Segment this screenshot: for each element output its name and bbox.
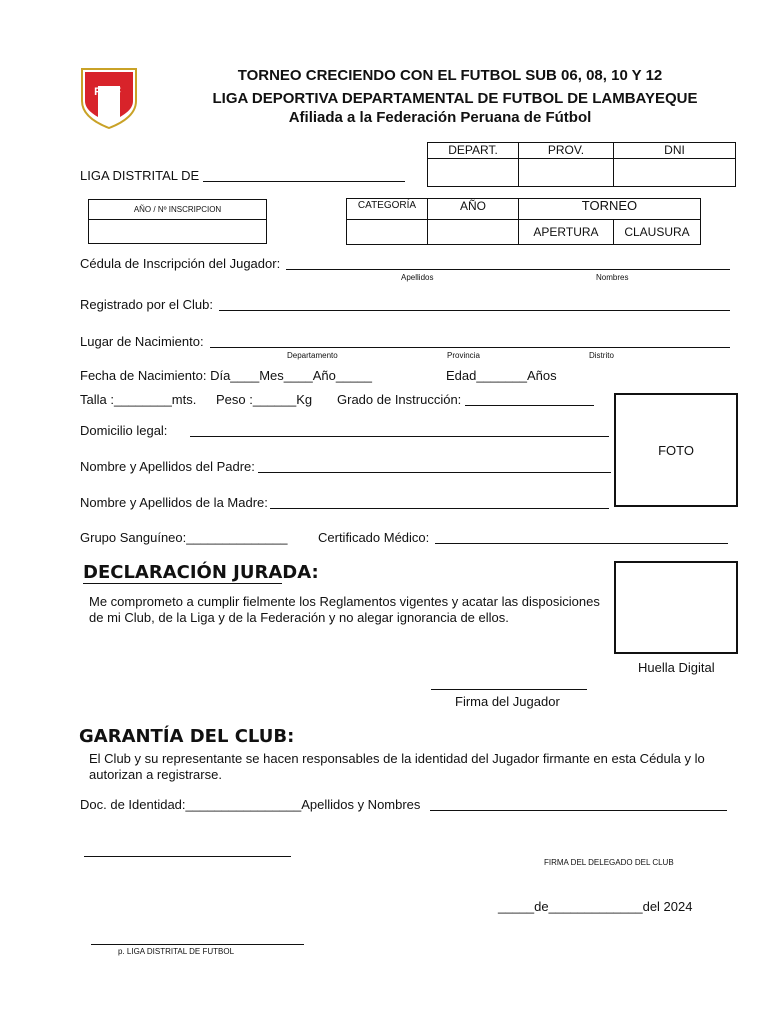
apertura-option[interactable]: APERTURA [518, 219, 614, 245]
categoria-label: CATEGORÍA [357, 200, 417, 211]
club-field[interactable] [219, 310, 730, 311]
dni-field[interactable] [613, 158, 736, 187]
departamento-caption: Departamento [287, 351, 338, 360]
inscripcion-header [88, 199, 267, 220]
fecha-final-field[interactable]: _____de_____________del 2024 [498, 899, 693, 914]
declaracion-heading: DECLARACIÓN JURADA: [83, 562, 319, 583]
garantia-heading: GARANTÍA DEL CLUB: [79, 726, 295, 747]
clausura-option[interactable]: CLAUSURA [613, 219, 701, 245]
certificado-field[interactable] [435, 543, 728, 544]
grado-field[interactable] [465, 405, 594, 406]
club-label: Registrado por el Club: [80, 297, 213, 312]
foto-box[interactable] [614, 393, 738, 507]
depart-header: DEPART. [427, 142, 519, 159]
anio-header [427, 198, 519, 220]
huella-box[interactable] [614, 561, 738, 654]
inscripcion-field[interactable] [88, 219, 267, 244]
header-line2: LIGA DEPORTIVA DEPARTAMENTAL DE FUTBOL DE LAMBAYEQUE [212, 90, 698, 107]
torneo-header: TORNEO [518, 198, 701, 220]
inscripcion-label: AÑO / Nº INSCRIPCION [133, 205, 222, 214]
madre-field[interactable] [270, 508, 609, 509]
categoria-field[interactable] [346, 219, 428, 245]
prov-header: PROV. [518, 142, 614, 159]
apellidos-nombres-field[interactable] [430, 810, 727, 811]
dni-header: DNI [613, 142, 736, 159]
logo-text: FPF [94, 86, 124, 98]
firma-jugador-line[interactable] [431, 689, 587, 690]
lugar-label: Lugar de Nacimiento: [80, 334, 204, 349]
header-line3: Afiliada a la Federación Peruana de Fútbol [288, 109, 592, 126]
peso-field[interactable]: Peso :______Kg [216, 392, 313, 407]
fpf-logo [80, 67, 138, 129]
firma-delegado-line[interactable] [84, 856, 291, 857]
liga-distrital-label: LIGA DISTRITAL DE [80, 168, 200, 183]
talla-field[interactable]: Talla :________mts. [80, 392, 197, 407]
prov-field[interactable] [518, 158, 614, 187]
edad-field[interactable]: Edad_______Años [446, 368, 557, 383]
liga-distrital-firma-line[interactable] [91, 944, 304, 945]
header-line1: TORNEO CRECIENDO CON EL FUTBOL SUB 06, 08, 10 Y 12 [237, 67, 663, 84]
cedula-field[interactable] [286, 269, 730, 270]
provincia-caption: Provincia [447, 351, 480, 360]
madre-label: Nombre y Apellidos de la Madre: [80, 495, 268, 510]
categoria-header [346, 198, 428, 220]
huella-label: Huella Digital [638, 660, 715, 675]
grupo-sanguineo-field[interactable]: Grupo Sanguíneo:______________ [80, 530, 288, 545]
declaracion-text: Me comprometo a cumplir fielmente los Reglamentos vigentes y acatar las disposiciones de mi Club, de la Liga y de la Federación y no alegar ignorancia de ellos. [89, 594, 600, 625]
garantia-text: El Club y su representante se hacen responsables de la identidad del Jugador firmante en esta Cédula y lo autorizan a registrarse. [89, 751, 705, 782]
certificado-label: Certificado Médico: [318, 530, 430, 545]
doc-identidad-field[interactable]: Doc. de Identidad:________________Apellidos y Nombres [80, 797, 421, 812]
foto-label: FOTO [658, 443, 694, 458]
padre-field[interactable] [258, 472, 611, 473]
distrito-caption: Distrito [589, 351, 614, 360]
liga-distrital-field[interactable] [203, 181, 405, 182]
padre-label: Nombre y Apellidos del Padre: [80, 459, 255, 474]
lugar-field[interactable] [210, 347, 730, 348]
anio-label: AÑO [459, 199, 486, 213]
cedula-label: Cédula de Inscripción del Jugador: [80, 256, 281, 271]
fecha-nacimiento-field[interactable]: Fecha de Nacimiento: Día____Mes____Año_____ [80, 368, 372, 383]
liga-distrital-firma-label: p. LIGA DISTRITAL DE FUTBOL [118, 947, 235, 956]
apellidos-caption: Apellidos [401, 273, 434, 282]
firma-delegado-label: FIRMA DEL DELEGADO DEL CLUB [544, 858, 674, 867]
nombres-caption: Nombres [596, 273, 629, 282]
grado-label: Grado de Instrucción: [337, 392, 462, 407]
depart-field[interactable] [427, 158, 519, 187]
declaracion-underline [83, 583, 282, 584]
firma-jugador-label: Firma del Jugador [455, 694, 560, 709]
domicilio-field[interactable] [190, 436, 609, 437]
domicilio-label: Domicilio legal: [80, 423, 168, 438]
anio-field[interactable] [427, 219, 519, 245]
